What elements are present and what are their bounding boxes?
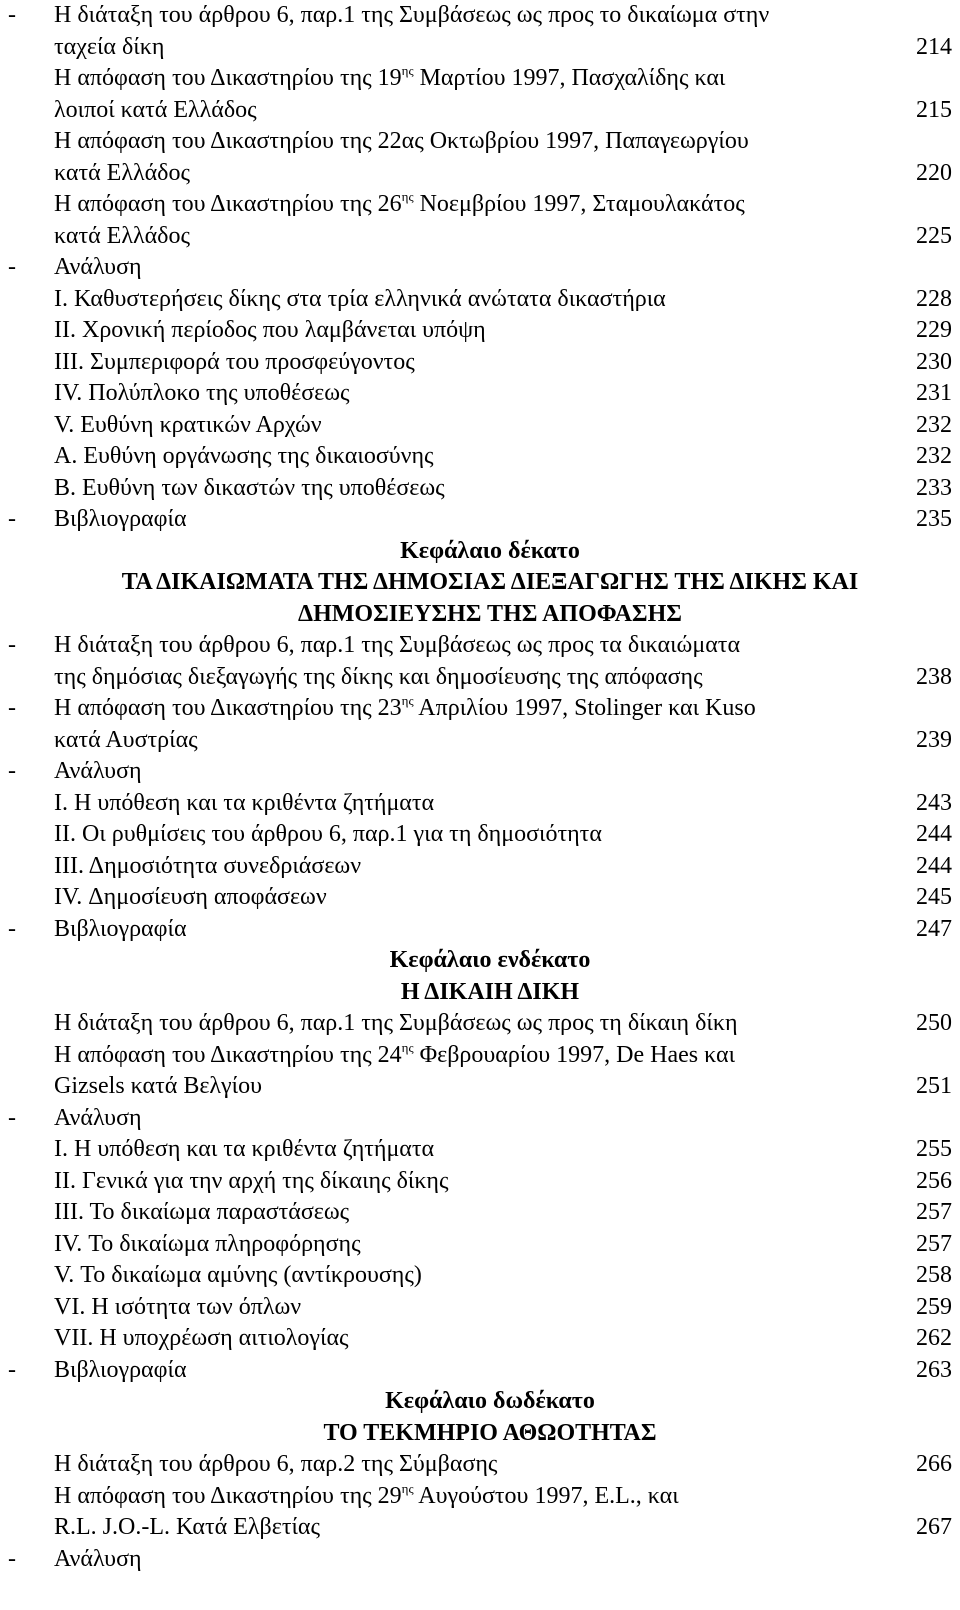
- entry-title: Η διάταξη του άρθρου 6, παρ.2 της Σύμβασης: [54, 1451, 498, 1477]
- entry-title: Gizsels κατά Βελγίου: [54, 1073, 262, 1099]
- page-number: 250: [916, 1010, 952, 1036]
- page-number: 215: [916, 96, 952, 123]
- entry-title: Ι. Καθυστερήσεις δίκης στα τρία ελληνικά ανώτατα δικαστήρια: [54, 285, 666, 312]
- page-number: 244: [916, 821, 952, 847]
- entry-title-start: Η απόφαση του Δικαστηρίου της 29: [54, 1482, 402, 1509]
- toc-entry: [0, 441, 960, 473]
- toc-entry: [0, 788, 960, 820]
- page-number: 243: [916, 789, 952, 816]
- entry-dash: -: [8, 254, 16, 280]
- page-number: 230: [916, 348, 952, 375]
- toc-entry: [0, 1355, 960, 1387]
- entry-dash: -: [8, 2, 16, 28]
- entry-title: ΙΙ. Χρονική περίοδος που λαμβάνεται υπόψη: [54, 317, 486, 343]
- toc-entry: [0, 32, 960, 64]
- entry-title: ΙΙ. Γενικά για την αρχή της δίκαιης δίκης: [54, 1167, 449, 1194]
- entry-title-start: Η απόφαση του Δικαστηρίου της 23: [54, 695, 402, 721]
- entry-title: Β. Ευθύνη των δικαστών της υποθέσεως: [54, 474, 445, 501]
- toc-entry: [0, 819, 960, 851]
- entry-title: Βιβλιογραφία: [54, 1356, 187, 1383]
- toc-entry: [0, 662, 960, 694]
- entry-title: Ανάλυση: [54, 1104, 142, 1131]
- entry-title: ταχεία δίκη: [54, 33, 165, 60]
- ordinal-suffix: ης: [401, 63, 414, 78]
- entry-title: Η διάταξη του άρθρου 6, παρ.1 της Συμβάσεως ως προς τα δικαιώματα: [54, 632, 741, 658]
- toc-entry: [0, 1103, 960, 1135]
- entry-title: ΙV. Το δικαίωμα πληροφόρησης: [54, 1230, 361, 1257]
- toc-entry: [0, 284, 960, 316]
- page-number: 267: [916, 1514, 952, 1540]
- entry-title: ΙV. Δημοσίευση αποφάσεων: [54, 884, 327, 910]
- toc-entry: [0, 914, 960, 946]
- page-number: 228: [916, 285, 952, 312]
- toc-entry: [0, 1134, 960, 1166]
- page-number: 220: [916, 159, 952, 186]
- page-number: 225: [916, 222, 952, 249]
- toc-entry: [0, 1449, 960, 1481]
- toc-entry: [0, 725, 960, 757]
- entry-title: Βιβλιογραφία: [54, 506, 187, 532]
- page-number: 256: [916, 1167, 952, 1194]
- toc-entry: [0, 315, 960, 347]
- chapter-heading: Κεφάλαιο δέκατο: [400, 537, 580, 564]
- toc-entry: [0, 63, 960, 95]
- toc-entry: [0, 882, 960, 914]
- entry-title: VΙ. Η ισότητα των όπλων: [54, 1293, 302, 1320]
- entry-title: Η διάταξη του άρθρου 6, παρ.1 της Συμβάσεως ως προς τη δίκαιη δίκη: [54, 1010, 738, 1036]
- entry-title: Ι. Η υπόθεση και τα κριθέντα ζητήματα: [54, 789, 435, 816]
- entry-title: Βιβλιογραφία: [54, 915, 187, 942]
- entry-title: V. Ευθύνη κρατικών Αρχών: [54, 411, 322, 438]
- entry-title: VΙΙ. Η υποχρέωση αιτιολογίας: [54, 1325, 349, 1351]
- chapter-heading: ΤΑ ΔΙΚΑΙΩΜΑΤΑ ΤΗΣ ΔΗΜΟΣΙΑΣ ΔΙΕΞΑΓΩΓΗΣ ΤΗΣ ΔΙΚΗΣ ΚΑΙ: [121, 569, 859, 595]
- toc-entry: [0, 851, 960, 883]
- entry-title: κατά Ελλάδος: [54, 222, 190, 249]
- entry-dash: -: [8, 695, 16, 721]
- entry-title: V. Το δικαίωμα αμύνης (αντίκρουσης): [54, 1262, 422, 1288]
- entry-title: Ανάλυση: [54, 1545, 142, 1572]
- entry-title: ΙΙ. Οι ρυθμίσεις του άρθρου 6, παρ.1 για τη δημοσιότητα: [54, 821, 602, 847]
- entry-title: ΙV. Πολύπλοκο της υποθέσεως: [54, 380, 350, 406]
- entry-title: της δημόσιας διεξαγωγής της δίκης και δημοσίευσης της απόφασης: [54, 663, 703, 690]
- entry-title: Ανάλυση: [54, 758, 142, 784]
- chapter-heading: Κεφάλαιο δωδέκατο: [385, 1388, 595, 1414]
- toc-entry: [0, 0, 960, 32]
- toc-entry: [0, 158, 960, 190]
- entry-title: ΙΙΙ. Δημοσιότητα συνεδριάσεων: [54, 852, 362, 879]
- toc-entry: [0, 1544, 960, 1576]
- page-number: 258: [916, 1262, 952, 1288]
- entry-title-end: Φεβρουαρίου 1997, De Haes και: [413, 1041, 736, 1068]
- entry-title: λοιποί κατά Ελλάδος: [54, 96, 257, 123]
- page-number: 231: [916, 380, 952, 406]
- entry-dash: -: [8, 632, 16, 658]
- entry-title-start: Η απόφαση του Δικαστηρίου της 24: [54, 1041, 402, 1068]
- entry-title: ΙΙΙ. Το δικαίωμα παραστάσεως: [54, 1199, 350, 1225]
- entry-title: [54, 1481, 679, 1513]
- toc-entry: [0, 1166, 960, 1198]
- chapter-heading: ΔΗΜΟΣΙΕΥΣΗΣ ΤΗΣ ΑΠΟΦΑΣΗΣ: [298, 600, 682, 627]
- toc-entry: [0, 221, 960, 253]
- entry-title-start: Η απόφαση του Δικαστηρίου της 19: [54, 65, 402, 91]
- toc-entry: [0, 1481, 960, 1513]
- entry-title: Η απόφαση του Δικαστηρίου της 22ας Οκτωβρίου 1997, Παπαγεωργίου: [54, 128, 749, 154]
- chapter-heading: Κεφάλαιο ενδέκατο: [389, 947, 591, 973]
- entry-title-end: Απριλίου 1997, Stolinger και Kuso: [413, 695, 756, 721]
- page-number: 247: [916, 915, 952, 942]
- toc-entry: [0, 95, 960, 127]
- entry-dash: -: [8, 1356, 16, 1383]
- entry-dash: -: [8, 758, 16, 784]
- page-number: 232: [916, 411, 952, 438]
- page-number: 239: [916, 726, 952, 753]
- toc-entry: [0, 1040, 960, 1072]
- toc-entry: [0, 693, 960, 725]
- toc-entry: [0, 1292, 960, 1324]
- entry-title: Ι. Η υπόθεση και τα κριθέντα ζητήματα: [54, 1136, 435, 1162]
- page-number: 251: [916, 1073, 952, 1099]
- toc-entry: [0, 630, 960, 662]
- entry-dash: -: [8, 1104, 16, 1131]
- ordinal-suffix: ης: [401, 1480, 414, 1496]
- entry-title: R.L. J.O.-L. Κατά Ελβετίας: [54, 1514, 320, 1540]
- entry-dash: -: [8, 915, 16, 942]
- toc-entry: [0, 378, 960, 410]
- entry-title-end: Μαρτίου 1997, Πασχαλίδης και: [413, 65, 726, 91]
- entry-title: [54, 693, 756, 725]
- page-number: 255: [916, 1136, 952, 1162]
- page-number: 257: [916, 1199, 952, 1225]
- entry-title: [54, 1040, 735, 1072]
- toc-entry: [0, 126, 960, 158]
- page-number: 266: [916, 1451, 952, 1477]
- toc-entry: [0, 347, 960, 379]
- page-number: 214: [916, 33, 952, 60]
- page-number: 233: [916, 474, 952, 501]
- toc-entry: [0, 410, 960, 442]
- page-number: 263: [916, 1356, 952, 1383]
- entry-title: ΙΙΙ. Συμπεριφορά του προσφεύγοντος: [54, 348, 415, 375]
- toc-entry: [0, 1512, 960, 1544]
- page-number: 259: [916, 1293, 952, 1320]
- entry-title: κατά Ελλάδος: [54, 159, 190, 186]
- entry-title-end: Αυγούστου 1997, E.L., και: [413, 1482, 679, 1509]
- entry-title: [54, 189, 745, 221]
- page-number: 245: [916, 884, 952, 910]
- ordinal-suffix: ης: [401, 693, 414, 708]
- ordinal-suffix: ης: [401, 189, 414, 204]
- chapter-heading: Η ΔΙΚΑΙΗ ΔΙΚΗ: [400, 978, 580, 1005]
- entry-title-end: Νοεμβρίου 1997, Σταμουλακάτος: [413, 191, 745, 217]
- chapter-heading: ΤΟ ΤΕΚΜΗΡΙΟ ΑΘΩΟΤΗΤΑΣ: [323, 1419, 657, 1446]
- toc-entry: [0, 473, 960, 505]
- entry-dash: -: [8, 506, 16, 532]
- ordinal-suffix: ης: [401, 1039, 414, 1055]
- page-number: 238: [916, 663, 952, 690]
- page-number: 229: [916, 317, 952, 343]
- page-number: 257: [916, 1230, 952, 1257]
- entry-title: [54, 63, 725, 95]
- page-number: 235: [916, 506, 952, 532]
- toc-entry: [0, 1008, 960, 1040]
- toc-entry: [0, 1260, 960, 1292]
- entry-title: Η διάταξη του άρθρου 6, παρ.1 της Συμβάσεως ως προς το δικαίωμα στην: [54, 2, 770, 28]
- toc-entry: [0, 189, 960, 221]
- entry-title: κατά Αυστρίας: [54, 726, 198, 753]
- toc-entry: [0, 1323, 960, 1355]
- page-number: 232: [916, 443, 952, 469]
- entry-title: Α. Ευθύνη οργάνωσης της δικαιοσύνης: [54, 443, 434, 469]
- toc-entry: [0, 756, 960, 788]
- page-number: 262: [916, 1325, 952, 1351]
- toc-entry: [0, 1197, 960, 1229]
- toc-entry: [0, 1229, 960, 1261]
- entry-title: Ανάλυση: [54, 254, 142, 280]
- toc-entry: [0, 252, 960, 284]
- toc-entry: [0, 504, 960, 536]
- toc-entry: [0, 1071, 960, 1103]
- entry-dash: -: [8, 1545, 16, 1572]
- page-number: 244: [916, 852, 952, 879]
- entry-title-start: Η απόφαση του Δικαστηρίου της 26: [54, 191, 402, 217]
